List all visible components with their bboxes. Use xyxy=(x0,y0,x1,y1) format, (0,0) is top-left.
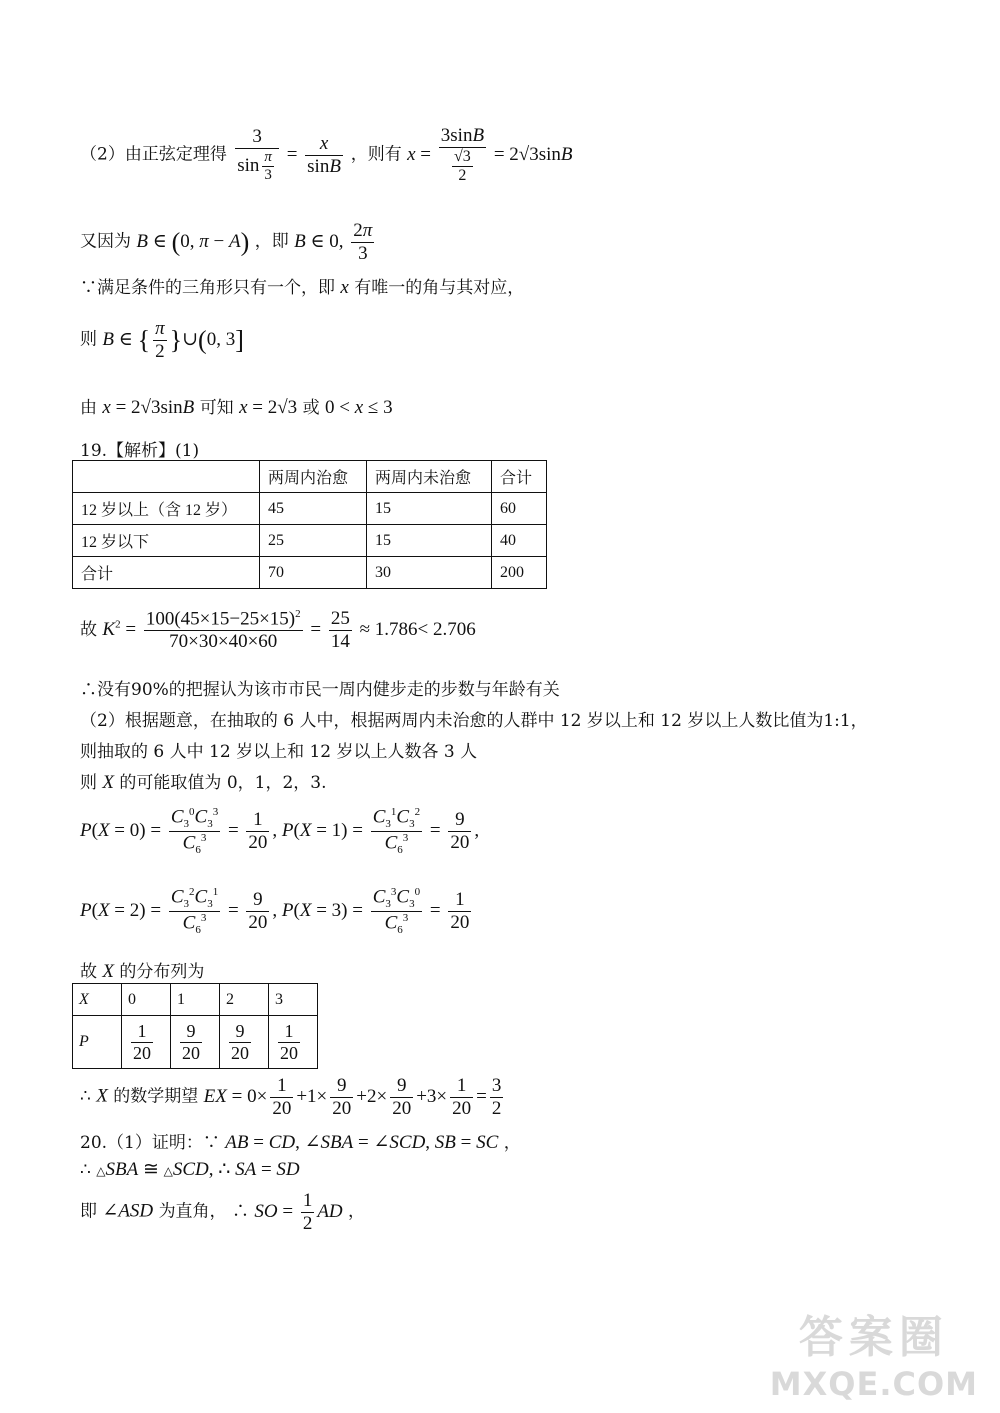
table-cell: 60 xyxy=(492,493,547,525)
text: 故 xyxy=(80,619,97,640)
table-cell: 30 xyxy=(367,557,492,589)
p19-prob-line2 xyxy=(80,886,474,937)
watermark-top: 答案圈 xyxy=(798,1312,949,1363)
formula-B-set: B ∈ { $\frac{\pi}{2}$ }∪(0, 3] xyxy=(102,318,244,362)
formula-given: AB = CD, ∠SBA = ∠SCD, SB = SC xyxy=(225,1132,499,1153)
text: ，则有 xyxy=(350,144,402,165)
p-value xyxy=(220,1016,269,1069)
table-cell: 15 xyxy=(367,525,492,557)
distribution-table xyxy=(72,983,318,1069)
table-row xyxy=(73,493,547,525)
formula-x-values: x = 2√3 xyxy=(239,397,298,418)
table-cell: 合计 xyxy=(73,557,260,589)
p-num: 9 xyxy=(180,1021,202,1043)
p19-expectation-line xyxy=(80,1075,506,1120)
table-row xyxy=(73,984,318,1016)
p18-range-line xyxy=(80,220,377,265)
p-value xyxy=(269,1016,318,1069)
p-num: 1 xyxy=(278,1021,300,1043)
p-label: P xyxy=(73,1016,122,1069)
p-den: 20 xyxy=(231,1042,249,1063)
x-value: 1 xyxy=(171,984,220,1016)
formula-congruent: △SBA ≅ △SCD, ∴ SA = SD xyxy=(96,1159,300,1180)
p20-congruent-line xyxy=(80,1158,300,1181)
table-cell: 200 xyxy=(492,557,547,589)
table-cell: 15 xyxy=(367,493,492,525)
table-cell: 25 xyxy=(260,525,367,557)
x-value: 2 xyxy=(220,984,269,1016)
watermark-logo xyxy=(770,1301,978,1403)
p20-proof-line: 20.（1）证明：∵ AB = CD, ∠SBA = ∠SCD, SB = SC ， xyxy=(80,1132,521,1153)
text: ∴ xyxy=(231,1201,249,1222)
table-row xyxy=(73,557,547,589)
p18-B-set-line xyxy=(80,318,244,363)
table-cell: 两周内未治愈 xyxy=(367,461,492,493)
p18-unique-line xyxy=(80,273,524,299)
formula-x-expr: x = $\frac{3\sin B}{\frac{√3}{2}}$ = 2√3sinB xyxy=(407,125,573,185)
text: 又因为 xyxy=(80,231,131,252)
table-cell: 40 xyxy=(492,525,547,557)
p19-heading: 19.【解析】(1) xyxy=(80,441,200,461)
table-row xyxy=(73,1016,318,1069)
text: 则 xyxy=(80,329,97,350)
p19-part2-line1: （2）根据题意，在抽取的 6 人中，根据两周内未治愈的人群中 12 岁以上和 12 岁以上人数比值为1:1， xyxy=(80,711,868,731)
p19-values-line xyxy=(80,768,327,794)
k2-line xyxy=(80,608,476,653)
text: ∵满足条件的三角形只有一个，即 xyxy=(80,278,335,298)
text: ，即 xyxy=(254,231,289,252)
p19-dist-title xyxy=(80,957,204,983)
formula-x-sin: x = 2√3sinB xyxy=(102,397,195,418)
var-X: X xyxy=(102,961,115,982)
text: ∵ xyxy=(202,1133,220,1153)
p-num: 9 xyxy=(229,1021,251,1043)
x-value: 3 xyxy=(269,984,318,1016)
text: 由 xyxy=(80,398,97,418)
text: 故 xyxy=(80,962,97,982)
table-header-row xyxy=(73,461,547,493)
p19-conclusion: ∴没有90%的把握认为该市市民一周内健步走的步数与年龄有关 xyxy=(80,680,560,700)
text: 20.（1）证明： xyxy=(80,1133,203,1153)
text: ∴ xyxy=(80,1086,91,1107)
k2-denominator: 70×30×40×60 xyxy=(169,631,278,653)
x-value: 0 xyxy=(122,984,171,1016)
text: 或 xyxy=(302,398,320,418)
text: 则 xyxy=(80,773,97,793)
p18-sine-law-line xyxy=(80,125,573,186)
table-cell: 12 岁以上（含 12 岁） xyxy=(73,493,260,525)
var-X: X xyxy=(96,1085,108,1107)
p-den: 20 xyxy=(182,1042,200,1063)
var-X: X xyxy=(102,772,115,793)
text: 的数学期望 xyxy=(113,1086,199,1107)
watermark-bottom: MXQE.COM xyxy=(769,1365,978,1403)
text: 为直角， xyxy=(158,1201,227,1222)
text: （2）由正弦定理得 xyxy=(80,144,227,165)
table-row xyxy=(73,525,547,557)
text: 可知 xyxy=(199,398,234,418)
k2-result: ≈ 1.786< 2.706 xyxy=(359,618,476,640)
p-value xyxy=(122,1016,171,1069)
table-cell xyxy=(73,461,260,493)
k2-numerator: 100(45×15−25×15) xyxy=(145,608,296,630)
formula-EX: EX = 0× $\frac{1}{20}$ +1× $\frac{9}{20}$ +2× $\frac{9}{20}$ +3× $\frac{1}{20}$ = $\frac{3}{2}$ xyxy=(203,1075,502,1119)
formula-P0-P1: P(X = 0) = $\frac{C_3^0C_3^3}{C_6^3}$ = $\frac{1}{20}$ , P(X = 1) = $\frac{C_3^1C_3^2}{C_6^3}$ = $\frac{9}{20}$ , xyxy=(80,806,480,856)
p18-final-line xyxy=(80,393,393,419)
table-cell: 两周内治愈 xyxy=(260,461,367,493)
formula-B-range: B ∈ (0, π − A) xyxy=(136,227,250,257)
formula-P2-P3: P(X = 2) = $\frac{C_3^2C_3^1}{C_6^3}$ = $\frac{9}{20}$ , P(X = 3) = $\frac{C_3^3C_3^0}{C_6^3}$ = $\frac{1}{20}$ xyxy=(80,886,470,936)
formula-x-interval: 0 < x ≤ 3 xyxy=(325,397,393,418)
contingency-table xyxy=(72,460,547,589)
text: ∴ xyxy=(80,1160,91,1180)
table-cell: 12 岁以下 xyxy=(73,525,260,557)
table-cell: 45 xyxy=(260,493,367,525)
p20-right-angle-line: 即 ∠ASD 为直角， ∴ SO = $\frac{1}{2}$ AD ， xyxy=(80,1190,366,1234)
table-cell: 合计 xyxy=(492,461,547,493)
formula-sine-law: 3 sin $\frac{\pi}{3}$ = $\frac{x}{\sin B}$ xyxy=(237,126,341,184)
text: 的可能取值为 0，1，2，3. xyxy=(119,773,327,793)
table-cell: 70 xyxy=(260,557,367,589)
text: 有唯一的角与其对应， xyxy=(354,278,525,298)
text: 的分布列为 xyxy=(119,962,205,982)
var-x: x xyxy=(340,277,349,298)
x-label: X xyxy=(73,984,122,1016)
p-num: 1 xyxy=(131,1021,153,1043)
p-den: 20 xyxy=(133,1042,151,1063)
p-den: 20 xyxy=(280,1042,298,1063)
p19-part2-line2: 则抽取的 6 人中 12 岁以上和 12 岁以上人数各 3 人 xyxy=(80,742,478,762)
formula-SO: SO = $\frac{1}{2}$ AD xyxy=(254,1190,343,1234)
p19-prob-line1 xyxy=(80,806,479,857)
text: 即 xyxy=(80,1201,97,1222)
formula-angle: ∠ASD xyxy=(102,1200,154,1222)
formula-k2: $K^2$ = $\frac{100(45\times 15-25\times 15)^2}{70\times 30\times 40\times 60}$ = $\frac{25}{14}$ ≈ 1.786< 2.706 xyxy=(102,608,476,653)
p-value xyxy=(171,1016,220,1069)
formula-B-range2: B ∈ 0, $\frac{2\pi}{3}$ xyxy=(294,220,373,264)
